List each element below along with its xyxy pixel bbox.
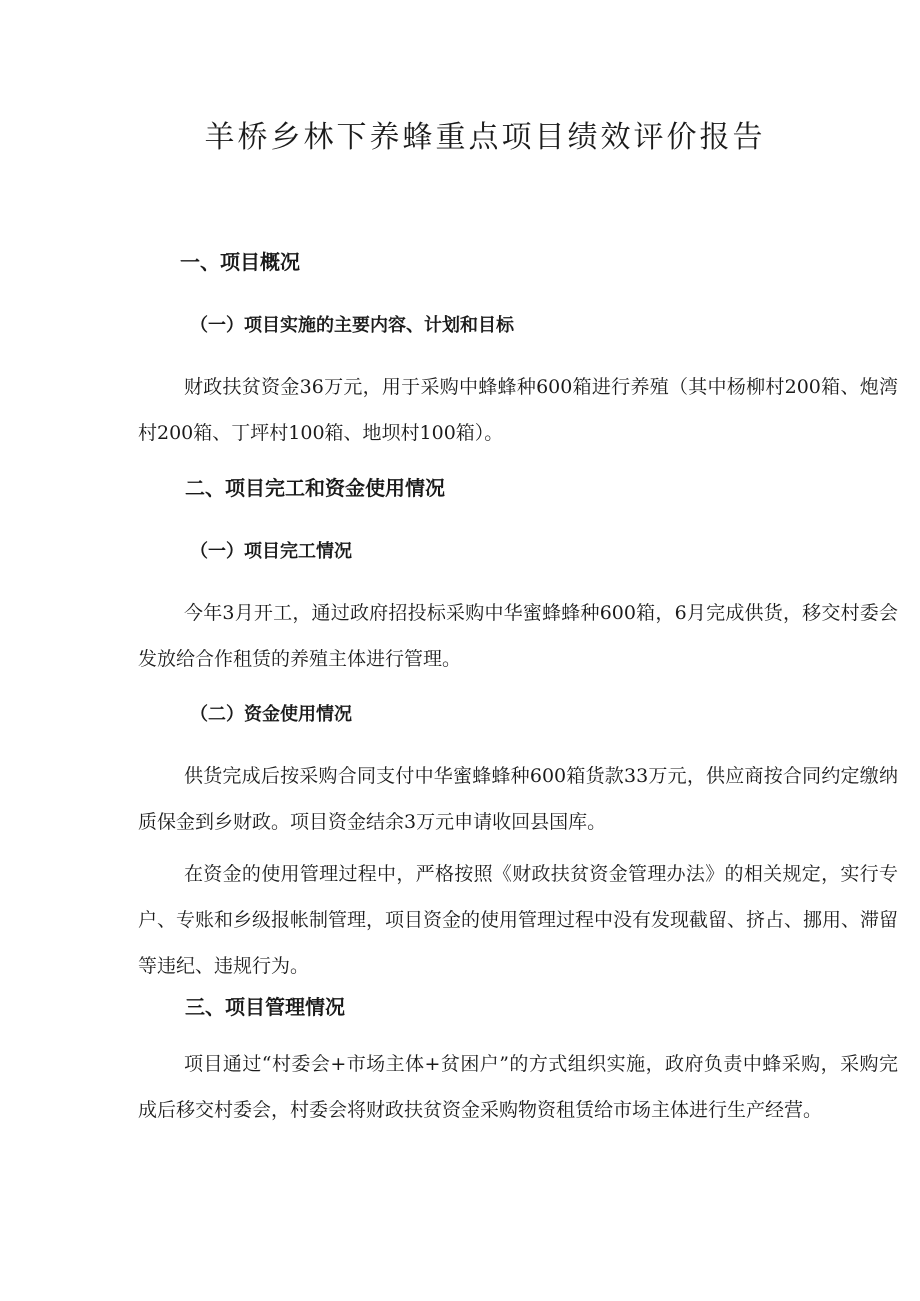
document-title: 羊桥乡林下养蜂重点项目绩效评价报告 — [204, 120, 766, 155]
paragraph-payment: 供货完成后按采购合同支付中华蜜蜂蜂种600箱货款33万元，供应商按合同约定缴纳质保金到乡财政。项目资金结余3万元申请收回县国库。 — [138, 765, 898, 833]
section-heading-overview: 一、项目概况 — [180, 250, 300, 274]
subheading-completion-status: （一）项目完工情况 — [190, 541, 352, 562]
subheading-fund-usage: （二）资金使用情况 — [190, 704, 352, 725]
paragraph-management: 项目通过“村委会+市场主体+贫困户”的方式组织实施，政府负责中蜂采购，采购完成后移交村委会，村委会将财政扶贫资金采购物资租赁给市场主体进行生产经营。 — [138, 1053, 898, 1121]
section-heading-completion: 二、项目完工和资金使用情况 — [185, 476, 445, 500]
paragraph-funding: 财政扶贫资金36万元，用于采购中蜂蜂种600箱进行养殖（其中杨柳村200箱、炮湾村200箱、丁坪村100箱、地坝村100箱）。 — [138, 376, 898, 444]
section-heading-management: 三、项目管理情况 — [185, 995, 345, 1019]
paragraph-compliance: 在资金的使用管理过程中，严格按照《财政扶贫资金管理办法》的相关规定，实行专户、专账和乡级报帐制管理，项目资金的使用管理过程中没有发现截留、挤占、挪用、滞留等违纪、违规行为。 — [138, 863, 899, 977]
subheading-main-content: （一）项目实施的主要内容、计划和目标 — [190, 315, 514, 336]
paragraph-completion: 今年3月开工，通过政府招投标采购中华蜜蜂蜂种600箱，6月完成供货，移交村委会发放给合作租赁的养殖主体进行管理。 — [138, 602, 898, 670]
